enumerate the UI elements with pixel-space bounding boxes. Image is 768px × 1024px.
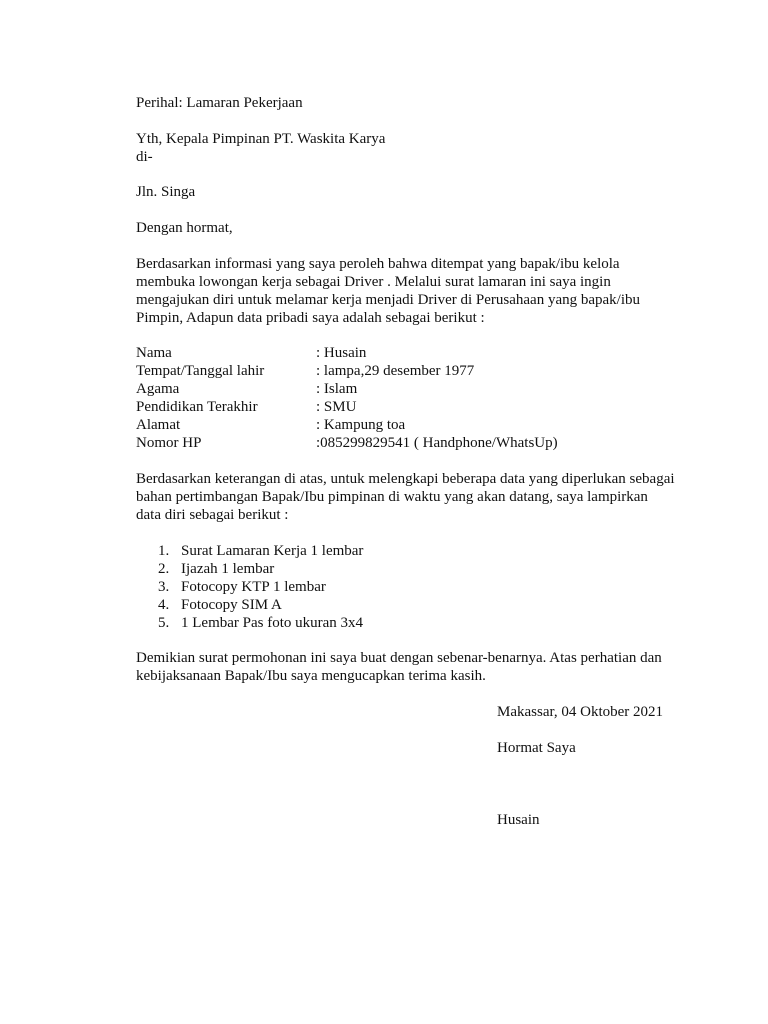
- subject-line: Perihal: Lamaran Pekerjaan: [136, 95, 303, 111]
- paragraph-line: kebijaksanaan Bapak/Ibu saya mengucapkan terima kasih.: [136, 668, 486, 684]
- personal-data-label: Nomor HP: [136, 435, 202, 451]
- recipient-line: Yth, Kepala Pimpinan PT. Waskita Karya: [136, 131, 386, 147]
- address: [136, 183, 681, 201]
- paragraph-line: data diri sebagai berikut :: [136, 507, 289, 523]
- list-text: Surat Lamaran Kerja 1 lembar: [181, 543, 364, 559]
- personal-data-row: [136, 398, 681, 416]
- personal-data-value: : Kampung toa: [316, 417, 406, 433]
- personal-data-row: [136, 344, 681, 362]
- greeting-line: Dengan hormat,: [136, 220, 233, 236]
- list-item: [136, 542, 681, 560]
- personal-data-table: [136, 344, 681, 452]
- list-number: 4.: [158, 597, 170, 613]
- list-item: [136, 614, 681, 632]
- greeting: [136, 219, 681, 237]
- address-line: Jln. Singa: [136, 184, 196, 200]
- personal-data-row: [136, 416, 681, 434]
- personal-data-label: Tempat/Tanggal lahir: [136, 363, 265, 379]
- intro-paragraph: [136, 255, 681, 327]
- personal-data-label: Nama: [136, 345, 172, 361]
- list-number: 3.: [158, 579, 170, 595]
- personal-data-value: : lampa,29 desember 1977: [316, 363, 475, 379]
- list-item: [136, 596, 681, 614]
- personal-data-label: Alamat: [136, 417, 181, 433]
- signer-name: Husain: [497, 812, 540, 828]
- personal-data-value: :085299829541 ( Handphone/WhatsUp): [316, 435, 558, 451]
- list-text: 1 Lembar Pas foto ukuran 3x4: [181, 615, 364, 631]
- paragraph-line: mengajukan diri untuk melamar kerja menjadi Driver di Perusahaan yang bapak/ibu: [136, 292, 641, 308]
- paragraph-line: bahan pertimbangan Bapak/Ibu pimpinan di waktu yang akan datang, saya lampirkan: [136, 489, 648, 505]
- personal-data-value: : Husain: [316, 345, 367, 361]
- list-text: Fotocopy KTP 1 lembar: [181, 579, 326, 595]
- paragraph-line: membuka lowongan kerja sebagai Driver . Melalui surat lamaran ini saya ingin: [136, 274, 611, 290]
- list-text: Fotocopy SIM A: [181, 597, 282, 613]
- paragraph-line: Berdasarkan keterangan di atas, untuk melengkapi beberapa data yang diperlukan sebagai: [136, 471, 675, 487]
- personal-data-row: [136, 380, 681, 398]
- list-number: 5.: [158, 615, 170, 631]
- attachment-list: [136, 542, 681, 632]
- personal-data-value: : Islam: [316, 381, 358, 397]
- recipient: [136, 130, 681, 166]
- subject: [136, 94, 681, 112]
- recipient-line: di-: [136, 149, 153, 165]
- personal-data-label: Pendidikan Terakhir: [136, 399, 258, 415]
- list-item: [136, 578, 681, 596]
- personal-data-value: : SMU: [316, 399, 357, 415]
- list-item: [136, 560, 681, 578]
- regards: Hormat Saya: [497, 740, 576, 756]
- personal-data-row: [136, 362, 681, 380]
- list-number: 1.: [158, 543, 170, 559]
- personal-data-row: [136, 434, 681, 452]
- place-date: Makassar, 04 Oktober 2021: [497, 704, 664, 720]
- attachment-intro-paragraph: [136, 470, 681, 524]
- list-number: 2.: [158, 561, 170, 577]
- closing-paragraph: [136, 649, 681, 685]
- list-text: Ijazah 1 lembar: [181, 561, 275, 577]
- paragraph-line: Pimpin, Adapun data pribadi saya adalah sebagai berikut :: [136, 310, 485, 326]
- personal-data-label: Agama: [136, 381, 180, 397]
- paragraph-line: Demikian surat permohonan ini saya buat dengan sebenar-benarnya. Atas perhatian dan: [136, 650, 662, 666]
- paragraph-line: Berdasarkan informasi yang saya peroleh bahwa ditempat yang bapak/ibu kelola: [136, 256, 620, 272]
